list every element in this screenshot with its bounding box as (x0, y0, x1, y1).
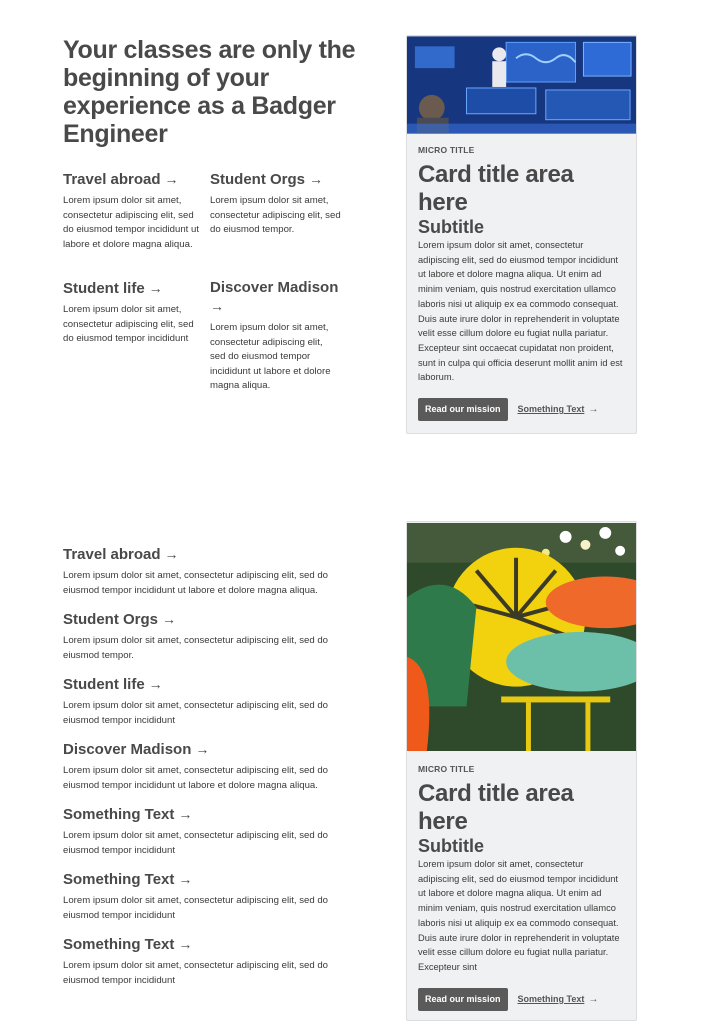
page-heading: Your classes are only the beginning of your experience as a Badger Engineer (63, 36, 356, 148)
card-description: Lorem ipsum dolor sit amet, consectetur adipiscing elit, sed do eiusmod tempor incididunt ut labore et dolore magna aliqua. Ut enim ad minim veniam, quis nostrud exercitation ullamco laboris nisi ut aliquip ex ea commodo consequat. Duis aute irure dolor in reprehenderit in voluptate velit esse cillum dolore eu fugiat nulla pariatur. Excepteur sint occaecat cupidatat non proident, sunt in culpa qui officia deserunt mollit anim id est laborum. (418, 240, 623, 383)
link-description: Lorem ipsum dolor sit amet, consectetur adipiscing elit, sed do eiusmod tempor incididunt (63, 895, 329, 921)
link-description: Lorem ipsum dolor sit amet, consectetur adipiscing elit, sed do eiusmod tempor incididunt ut labore et dolore magna aliqua. (63, 195, 199, 250)
link-description: Lorem ipsum dolor sit amet, consectetur adipiscing elit, sed do eiusmod tempor incididunt (63, 960, 329, 986)
arrow-right-icon: → (210, 298, 224, 314)
arrow-right-icon: → (588, 404, 599, 416)
arrow-right-icon: → (162, 611, 177, 627)
list-item-something-text-3 (63, 935, 343, 988)
link-description: Lorem ipsum dolor sit amet, consectetur adipiscing elit, sed do eiusmod tempor incididunt ut labore et dolore magna aliqua. (210, 322, 331, 392)
arrow-right-icon: → (178, 936, 193, 952)
link-title: Something Text (63, 871, 175, 888)
list-item-student-orgs (63, 610, 343, 663)
link-title: Something Text (63, 936, 175, 953)
link-title: Discover Madison (63, 741, 192, 758)
arrow-right-icon: → (178, 871, 193, 887)
student-life-link[interactable] (63, 675, 343, 694)
card-title: Card title area here (418, 161, 574, 216)
arrow-right-icon: → (309, 171, 324, 187)
link-description: Lorem ipsum dolor sit amet, consectetur adipiscing elit, sed do eiusmod tempor incididunt ut labore et dolore magna aliqua. (63, 570, 329, 596)
discover-madison-link[interactable] (210, 279, 340, 316)
list-item-something-text-1 (63, 805, 343, 858)
link-item-travel-abroad (63, 170, 199, 252)
discover-madison-link[interactable] (63, 740, 343, 759)
link-title: Travel abroad (63, 171, 161, 188)
arrow-right-icon: → (178, 806, 193, 822)
card-subtitle: Subtitle (418, 217, 484, 237)
card-subtitle: Subtitle (418, 836, 484, 856)
student-life-link[interactable] (63, 279, 199, 298)
link-description: Lorem ipsum dolor sit amet, consectetur adipiscing elit, sed do eiusmod tempor incididunt (63, 700, 329, 726)
link-title: Student life (63, 280, 145, 297)
link-item-student-life (63, 279, 199, 347)
link-title: Travel abroad (63, 546, 161, 563)
arrow-right-icon: → (148, 676, 163, 692)
card-title: Card title area here (418, 780, 574, 835)
link-item-discover-madison (210, 279, 340, 394)
arrow-right-icon: → (195, 741, 210, 757)
link-title: Something Text (63, 806, 175, 823)
card-description: Lorem ipsum dolor sit amet, consectetur adipiscing elit, sed do eiusmod tempor incididunt ut labore et dolore magna aliqua. Ut enim ad minim veniam, quis nostrud exercitation ullamco laboris nisi ut aliquip ex ea commodo consequat. Duis aute irure dolor in reprehenderit in voluptate velit esse cillum dolore eu fugiat nulla pariatur. Excepteur sint (418, 859, 620, 972)
list-item-student-life (63, 675, 343, 728)
data-center-image (407, 36, 636, 134)
something-text-link[interactable] (63, 935, 343, 954)
link-description: Lorem ipsum dolor sit amet, consectetur adipiscing elit, sed do eiusmod tempor incididunt (63, 304, 194, 345)
micro-title: MICRO TITLE (418, 764, 475, 774)
link-description: Lorem ipsum dolor sit amet, consectetur adipiscing elit, sed do eiusmod tempor incididunt ut labore et dolore magna aliqua. (63, 765, 329, 791)
link-label: Something Text (517, 404, 585, 415)
travel-abroad-link[interactable] (63, 170, 199, 189)
arrow-right-icon: → (148, 280, 163, 296)
link-item-student-orgs (210, 170, 346, 238)
link-description: Lorem ipsum dolor sit amet, consectetur adipiscing elit, sed do eiusmod tempor. (210, 195, 341, 236)
list-item-travel-abroad (63, 545, 343, 598)
list-item-something-text-2 (63, 870, 343, 923)
micro-title: MICRO TITLE (418, 145, 475, 155)
student-orgs-link[interactable] (210, 170, 346, 189)
terrace-chairs-image (407, 522, 636, 752)
list-item-discover-madison (63, 740, 343, 793)
feature-card (406, 521, 637, 1021)
something-text-link[interactable] (63, 805, 343, 824)
something-text-link[interactable] (518, 404, 599, 415)
feature-card (406, 35, 637, 434)
link-description: Lorem ipsum dolor sit amet, consectetur adipiscing elit, sed do eiusmod tempor incididunt (63, 830, 329, 856)
something-text-link[interactable] (518, 994, 599, 1005)
something-text-link[interactable] (63, 870, 343, 889)
card-actions (418, 988, 625, 1011)
arrow-right-icon: → (164, 546, 179, 562)
link-label: Something Text (517, 993, 585, 1004)
link-title: Discover Madison (210, 279, 339, 296)
student-orgs-link[interactable] (63, 610, 343, 629)
link-title: Student Orgs (63, 611, 159, 628)
travel-abroad-link[interactable] (63, 545, 343, 564)
read-our-mission-button[interactable]: Read our mission (418, 988, 508, 1011)
card-actions (418, 398, 625, 421)
link-title: Student life (63, 676, 145, 693)
link-description: Lorem ipsum dolor sit amet, consectetur adipiscing elit, sed do eiusmod tempor. (63, 635, 329, 661)
arrow-right-icon: → (588, 993, 599, 1005)
link-title: Student Orgs (210, 171, 306, 188)
arrow-right-icon: → (164, 171, 179, 187)
read-our-mission-button[interactable]: Read our mission (418, 398, 508, 421)
